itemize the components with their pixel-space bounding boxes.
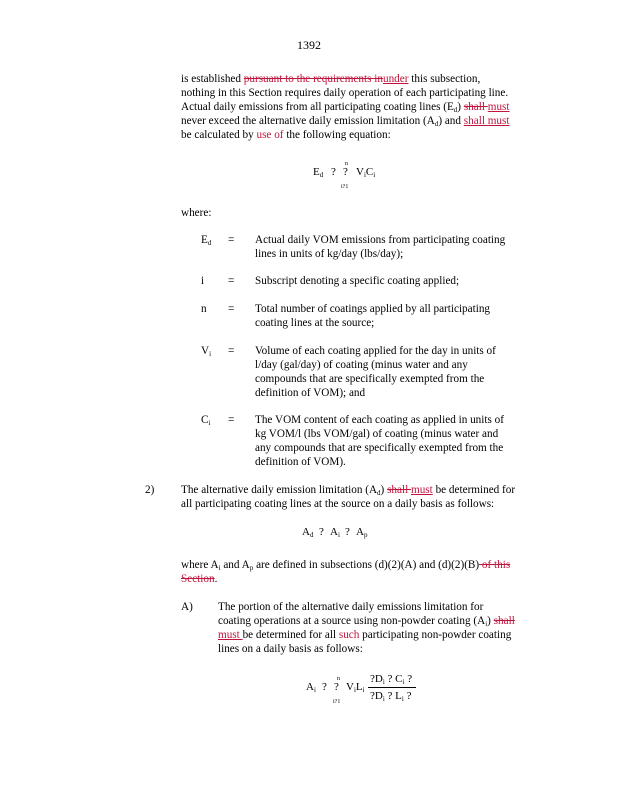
definition-symbol: n [201, 303, 207, 315]
definition-text-line: coating lines at the source; [255, 317, 375, 329]
item-2-line-2: all participating coating lines at the source on a daily basis as follows: [181, 498, 495, 510]
definition-symbol: i [201, 275, 205, 287]
definition-text-line: definition of VOM); and [255, 387, 366, 399]
deleted-text: pursuant to the requirements in [243, 73, 383, 85]
eq1-sum-symbol: ? [343, 166, 348, 178]
item-a-line-4: lines on a daily basis as follows: [218, 643, 363, 655]
eq1-rhs: $V_iC_i$ [356, 166, 376, 179]
eq3-fraction-bar [368, 687, 416, 688]
item-a-line-2: coating operations at a source using non-powder coating $(A_i)$ shall [218, 615, 515, 628]
definition-symbol: $E_d$ [201, 234, 212, 247]
para1-line-5: be calculated by use of the following equation: [181, 129, 391, 141]
definition-text-line: any compounds that are specifically exempted from the [255, 442, 504, 454]
item-a-line-1: The portion of the alternative daily emissions limitation for [218, 601, 484, 613]
deleted-text: Section [181, 573, 215, 585]
definition-text-line: Volume of each coating applied for the day in units of [255, 345, 496, 357]
para1-line-1: is established pursuant to the requirements inunder this subsection, [181, 73, 481, 85]
where-2-line-2: Section. [181, 573, 218, 585]
para1-line-2: nothing in this Section requires daily operation of each participating line. [181, 87, 509, 99]
deleted-text: shall [387, 484, 412, 496]
definition-symbol: $C_i$ [201, 414, 211, 427]
inserted-text: such [338, 629, 360, 641]
inserted-text: shall must [463, 115, 510, 127]
item-2-line-1: The alternative daily emission limitation $(A_d)$ shall must be determined for [181, 484, 516, 497]
item-a-line-3: must be determined for all such participating non-powder coating [218, 629, 512, 641]
definition-text-line: definition of VOM). [255, 456, 346, 468]
where-label: where: [181, 207, 212, 219]
eq3-sum-symbol: ? [334, 681, 339, 693]
eq2-symbol: ? [319, 526, 324, 538]
inserted-text: under [382, 73, 409, 85]
definition-symbol: $V_i$ [201, 345, 212, 358]
eq3-symbol: ? [322, 681, 327, 693]
eq2-symbol: ? [345, 526, 350, 538]
inserted-text: must [487, 101, 510, 113]
eq3-numerator: $?D_i$ ? $C_i$ ? [370, 673, 413, 686]
eq2-ad: $A_d$ [302, 526, 314, 539]
eq3-vl: $V_iL_i$ [346, 681, 365, 694]
deleted-text: shall [493, 615, 515, 627]
definition-equals: = [228, 234, 235, 246]
eq3-sum-upper: n [337, 676, 340, 682]
definition-text-line: Actual daily VOM emissions from participating coating [255, 234, 506, 246]
definition-text-line: l/day (gal/day) of coating (minus water and any [255, 359, 468, 371]
deleted-text: of this [479, 559, 511, 571]
definition-text-line: lines in units of kg/day (lbs/day); [255, 248, 404, 260]
eq2-ai: $A_i$ [330, 526, 340, 539]
definition-text-line: kg VOM/l (lbs VOM/gal) of coating (minus water and [255, 428, 499, 440]
eq3-sum-lower: i?1 [333, 699, 341, 705]
where-2-line-1: where $A_i$ and $A_p$ are defined in subsections (d)(2)(A) and (d)(2)(B) of this [181, 559, 511, 572]
definition-text-line: The VOM content of each coating as applied in units of [255, 414, 504, 426]
eq3-denominator: $?D_i$ ? $L_i$ ? [370, 690, 412, 703]
item-a-label: A) [181, 601, 193, 613]
definition-text-line: Total number of coatings applied by all participating [255, 303, 491, 315]
definition-equals: = [228, 303, 235, 315]
eq1-symbol: ? [331, 166, 336, 178]
definition-text-line: Subscript denoting a specific coating applied; [255, 275, 460, 287]
definition-text-line: compounds that are specifically exempted from the [255, 373, 485, 385]
deleted-text: shall [463, 101, 488, 113]
eq1-sum-lower: i?1 [341, 184, 349, 190]
inserted-text: must [218, 629, 243, 641]
eq2-ap: $A_p$ [356, 526, 368, 539]
eq1-lhs: $E_d$ [313, 166, 324, 179]
eq3-lhs: $A_i$ [306, 681, 316, 694]
definition-equals: = [228, 275, 235, 287]
eq1-sum-upper: n [345, 161, 348, 167]
inserted-text: use of [256, 129, 284, 141]
item-2-number: 2) [145, 484, 155, 496]
definition-equals: = [228, 345, 235, 357]
para1-line-3: Actual daily emissions from all participating coating lines $(E_d)$ shall must [181, 101, 510, 114]
definition-equals: = [228, 414, 235, 426]
inserted-text: must [411, 484, 433, 496]
para1-line-4: never exceed the alternative daily emission limitation $(A_d)$ and shall must [181, 115, 510, 128]
page-number: 1392 [297, 38, 321, 52]
